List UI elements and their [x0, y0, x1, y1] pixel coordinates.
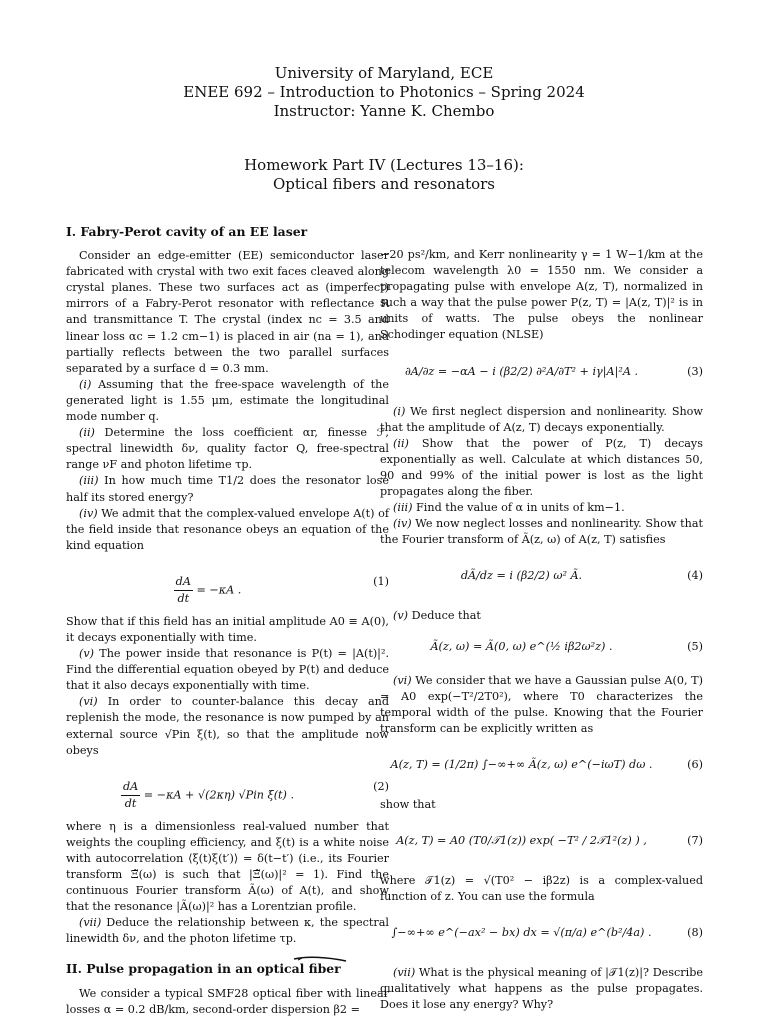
question-vii: [66, 915, 389, 947]
question-text: Assuming that the free-space wavelength of the generated light is 1.55 μm, estimate the longitudinal mode number q.: [66, 377, 389, 424]
question-tag: (vii): [393, 966, 416, 980]
university-line: University of Maryland, ECE: [274, 64, 494, 82]
question-i: [66, 377, 389, 425]
paragraph: Consider an edge-emitter (EE) semiconductor laser fabricated with crystal with two exit faces cleaved along crystal planes. These two surfaces act as (imperfect) mirrors of a Fabry-Perot resonator with reflectance R and transmittance T. The crystal (index nc = 3.5 and linear loss αc = 1.2 cm−1) is placed in air (na = 1), and partially reflects between the two parallel surfaces separated by a surface d = 0.3 mm.: [66, 249, 389, 375]
equation-5: [380, 631, 703, 665]
section-1-title: I. Fabry-Perot cavity of an EE laser: [66, 224, 308, 239]
question-vii: [380, 965, 703, 1013]
question-text: In how much time T1/2 does the resonator lose half its stored energy?: [66, 474, 389, 504]
question-text: Show that the power of P(z, T) decays exponentially as well. Calculate at which distances 50, 90 and 99% of the initial power is lost as the light propagates along the fiber.: [380, 436, 703, 499]
equation-6-number: (6): [687, 757, 703, 771]
instructor-line: Instructor: Yanne K. Chembo: [273, 102, 495, 120]
paragraph: Show that if this field has an initial amplitude A0 ≡ A(0), it decays exponentially with time.: [66, 614, 389, 644]
equation-8: [380, 911, 703, 957]
question-ii: [380, 436, 703, 500]
question-text: Deduce the relationship between κ, the spectral linewidth δν, and the photon lifetime τp.: [66, 916, 389, 946]
equation-4-number: (4): [687, 569, 703, 583]
paragraph: where η is a dimensionless real-valued number that weights the coupling efficiency, and ξ(t) is a white noise with autocorrelation ⟨ξ(t)ξ(t′)⟩ = δ(t−t′) (i.e., its Fourier transform Ξ̃(ω) is such that |Ξ̃(ω)|² = 1). Find the continuous Fourier transform Ã(ω) of A(t), and show that the resonance |Ã(ω)|² has a Lorentzian profile.: [66, 819, 389, 914]
equation-4: [380, 554, 703, 600]
question-tag: (i): [393, 404, 406, 418]
equation-2-rhs: = −κA + √(2κη) √Pin ξ(t) .: [140, 788, 295, 802]
question-text: We consider that we have a Gaussian pulse A(0, T) = A0 exp(−T²/2T0²), where T0 characterizes the temporal width of the pulse. Knowing that the Fourier transform can be explicitly written as: [380, 673, 703, 735]
question-text: We now neglect losses and nonlinearity. Show that the Fourier transform of Ã(z, ω) of A(z, T) satisfies: [380, 517, 703, 547]
question-iii: [66, 473, 389, 505]
left-column: [66, 224, 389, 1018]
section-2-title: II. Pulse propagation in an optical fiber: [66, 961, 341, 977]
question-tag: (vi): [393, 673, 412, 687]
equation-5-math: Ã(z, ω) = Ã(0, ω) e^(½ iβ2ω²z) .: [430, 639, 613, 653]
equation-5-number: (5): [687, 639, 703, 653]
paragraph: We consider a typical SMF28 optical fiber with linear losses α = 0.2 dB/km, second-order dispersion β2 =: [66, 986, 389, 1016]
question-i: [380, 404, 703, 436]
question-text: What is the physical meaning of |𝒯1(z)|? Describe qualitatively what happens as the pulse propagates. Does it lose any energy? Why?: [380, 966, 703, 1012]
question-tag: (i): [79, 377, 92, 391]
equation-6: [380, 743, 703, 789]
right-column: [380, 247, 703, 1013]
question-text: Find the value of α in units of km−1.: [412, 501, 625, 515]
question-tag: (v): [79, 647, 95, 661]
question-v: [66, 646, 389, 694]
question-text: The power inside that resonance is P(t) = |A(t)|². Find the differential equation obeyed by P(t) and deduce that it also decays exponentially with time.: [66, 647, 389, 693]
equation-7-math: A(z, T) = A0 (T0/𝒯1(z)) exp( −T² / 2𝒯1²(z) ) ,: [396, 833, 647, 847]
question-tag: (iv): [79, 506, 98, 520]
question-vi: [66, 694, 389, 758]
question-tag: (vi): [79, 695, 98, 709]
question-ii: [66, 425, 389, 473]
equation-2: [66, 765, 389, 811]
course-line: ENEE 692 – Introduction to Photonics – Spring 2024: [183, 83, 585, 101]
question-text: In order to counter-balance this decay and replenish the mode, the resonance is now pumped by an external source √Pin ξ(t), so that the amplitude now obeys: [66, 695, 389, 757]
equation-1-rhs: = −κA .: [192, 583, 242, 597]
equation-4-math: dÃ/dz = i (β2/2) ω² Ã.: [460, 569, 583, 583]
equation-1: [66, 560, 389, 606]
question-tag: (iii): [393, 501, 413, 515]
question-text: We first neglect dispersion and nonlinearity. Show that the amplitude of A(z, T) decays exponentially.: [380, 404, 703, 434]
equation-7-number: (7): [687, 833, 703, 847]
equation-1-number: (1): [373, 574, 389, 588]
equation-3: [380, 350, 703, 396]
paragraph: −20 ps²/km, and Kerr nonlinearity γ = 1 W−1/km at the telecom wavelength λ0 = 1550 nm. We consider a propagating pulse with envelope A(z, T), normalized in such a way that the pulse power P(z, T) = |A(z, T)|² is in units of watts. The pulse obeys the nonlinear Schodinger equation (NLSE): [380, 248, 703, 342]
question-tag: (iii): [79, 474, 99, 488]
equation-7: [380, 819, 703, 865]
equation-2-number: (2): [373, 779, 389, 793]
question-iii: [380, 500, 703, 516]
question-tag: (vii): [79, 916, 102, 930]
question-tag: (ii): [393, 436, 409, 450]
homework-subtitle-line: Optical fibers and resonators: [272, 175, 496, 193]
equation-3-math: ∂A/∂z = −αA − i (β2/2) ∂²A/∂T² + iγ|A|²A .: [404, 364, 639, 378]
question-tag: (v): [393, 609, 409, 623]
equation-8-math: ∫−∞+∞ e^(−ax² − bx) dx = √(π/a) e^(b²/4a) .: [391, 926, 652, 940]
homework-title: [0, 156, 768, 194]
equation-1-math: $\frac{dA}{dt}$ = −κA .: [175, 574, 242, 605]
question-text: Deduce that: [408, 609, 481, 623]
question-v: [380, 608, 703, 624]
pen-stroke-mark: [292, 955, 348, 963]
equation-8-number: (8): [687, 926, 703, 940]
equation-3-number: (3): [687, 364, 703, 378]
paragraph: show that: [380, 797, 436, 811]
question-tag: (ii): [79, 426, 95, 440]
equation-2-math: $\frac{dA}{dt}$ = −κA + √(2κη) √Pin ξ(t) .: [122, 779, 295, 810]
question-text: Determine the loss coefficient αr, finesse ℱ, spectral linewidth δν, quality factor Q, free-spectral range νF and photon lifetime τp.: [66, 426, 389, 472]
homework-title-line: Homework Part IV (Lectures 13–16):: [244, 156, 524, 174]
question-vi: [380, 673, 703, 737]
page-header: [0, 64, 768, 121]
question-tag: (iv): [393, 517, 412, 531]
equation-6-math: A(z, T) = (1/2π) ∫−∞+∞ Ã(z, ω) e^(−iωT) dω .: [390, 757, 653, 771]
question-iv: [380, 516, 703, 548]
question-iv: [66, 506, 389, 554]
question-text: We admit that the complex-valued envelope A(t) of the field inside that resonance obeys an equation of the kind equation: [66, 506, 389, 552]
paragraph: where 𝒯1(z) = √(T0² − iβ2z) is a complex-valued function of z. You can use the formula: [380, 873, 703, 904]
